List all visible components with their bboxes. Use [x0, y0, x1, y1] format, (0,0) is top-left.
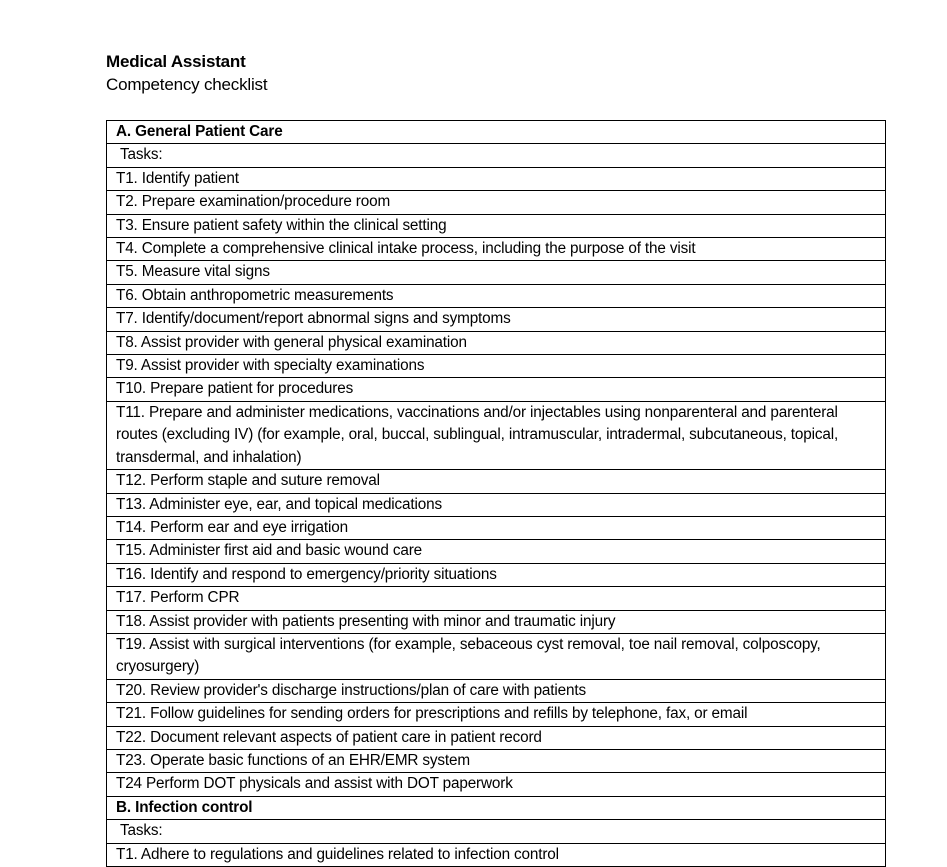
table-row — [107, 401, 886, 469]
tasks-label: Tasks: — [107, 144, 886, 167]
table-row — [107, 703, 886, 726]
task-item: T21. Follow guidelines for sending orders for prescriptions and refills by telephone, fax, or email — [107, 703, 886, 726]
task-item: T13. Administer eye, ear, and topical medications — [107, 493, 886, 516]
table-row — [107, 679, 886, 702]
table-row — [107, 587, 886, 610]
task-item: T5. Measure vital signs — [107, 261, 886, 284]
table-row — [107, 470, 886, 493]
task-item: T7. Identify/document/report abnormal signs and symptoms — [107, 308, 886, 331]
table-row — [107, 633, 886, 679]
table-row — [107, 610, 886, 633]
table-row — [107, 238, 886, 261]
section-heading: A. General Patient Care — [107, 121, 886, 144]
task-item: T23. Operate basic functions of an EHR/EMR system — [107, 749, 886, 772]
task-item: T6. Obtain anthropometric measurements — [107, 284, 886, 307]
table-row — [107, 843, 886, 866]
table-row — [107, 516, 886, 539]
document-subtitle: Competency checklist — [106, 75, 268, 94]
task-item: T17. Perform CPR — [107, 587, 886, 610]
competency-checklist-table — [106, 120, 886, 867]
task-item: T8. Assist provider with general physical examination — [107, 331, 886, 354]
task-item: T16. Identify and respond to emergency/priority situations — [107, 563, 886, 586]
task-item: T12. Perform staple and suture removal — [107, 470, 886, 493]
task-item: T1. Identify patient — [107, 167, 886, 190]
table-row — [107, 214, 886, 237]
task-item: T4. Complete a comprehensive clinical intake process, including the purpose of the visit — [107, 238, 886, 261]
tasks-label-row — [107, 820, 886, 843]
table-row — [107, 167, 886, 190]
task-item: T15. Administer first aid and basic wound care — [107, 540, 886, 563]
task-item: T10. Prepare patient for procedures — [107, 378, 886, 401]
table-row — [107, 749, 886, 772]
task-item: T11. Prepare and administer medications, vaccinations and/or injectables using nonparenteral and parenteral routes (excluding IV) (for example, oral, buccal, sublingual, intramuscular, intradermal, subcutaneous, topical, transdermal, and inhalation) — [107, 401, 886, 469]
section-header-row — [107, 121, 886, 144]
task-item: T3. Ensure patient safety within the clinical setting — [107, 214, 886, 237]
task-item: T2. Prepare examination/procedure room — [107, 191, 886, 214]
document-header — [106, 50, 886, 96]
table-row — [107, 773, 886, 796]
task-item: T18. Assist provider with patients presenting with minor and traumatic injury — [107, 610, 886, 633]
table-row — [107, 284, 886, 307]
table-row — [107, 726, 886, 749]
table-row — [107, 355, 886, 378]
task-item: T14. Perform ear and eye irrigation — [107, 516, 886, 539]
table-row — [107, 563, 886, 586]
table-row — [107, 540, 886, 563]
task-item: T22. Document relevant aspects of patient care in patient record — [107, 726, 886, 749]
tasks-label: Tasks: — [107, 820, 886, 843]
tasks-label-row — [107, 144, 886, 167]
task-item: T24 Perform DOT physicals and assist with DOT paperwork — [107, 773, 886, 796]
task-item: T9. Assist provider with specialty examinations — [107, 355, 886, 378]
table-row — [107, 493, 886, 516]
table-row — [107, 261, 886, 284]
table-row — [107, 308, 886, 331]
document-title: Medical Assistant — [106, 52, 246, 71]
table-row — [107, 378, 886, 401]
table-row — [107, 331, 886, 354]
task-item: T20. Review provider's discharge instructions/plan of care with patients — [107, 679, 886, 702]
table-row — [107, 191, 886, 214]
section-heading: B. Infection control — [107, 796, 886, 819]
task-item: T19. Assist with surgical interventions (for example, sebaceous cyst removal, toe nail removal, colposcopy, cryosurgery) — [107, 633, 886, 679]
section-header-row — [107, 796, 886, 819]
task-item: T1. Adhere to regulations and guidelines related to infection control — [107, 843, 886, 866]
